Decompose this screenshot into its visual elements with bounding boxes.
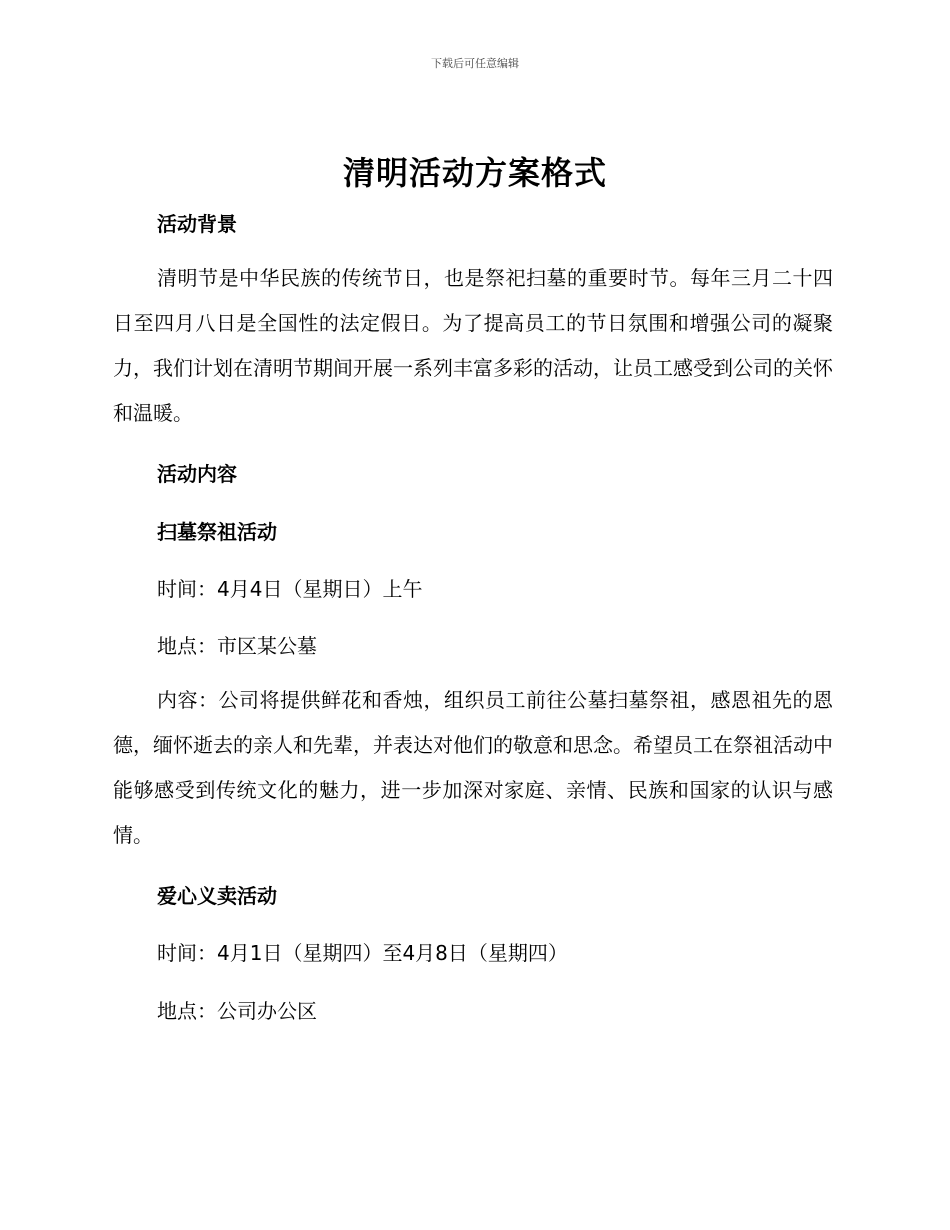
activity2-heading: 爱心义卖活动 <box>157 884 277 908</box>
activity2-place: 地点：公司办公区 <box>157 999 317 1023</box>
activity1-content: 内容：公司将提供鲜花和香烛，组织员工前往公墓扫墓祭祖，感恩祖先的恩德，缅怀逝去的亲人和先辈，并表达对他们的敬意和思念。希望员工在祭祖活动中能够感受到传统文化的魅力，进一步加深对家庭、亲情、民族和国家的认识与感情。 <box>113 688 833 847</box>
page-title: 清明活动方案格式 <box>342 154 607 192</box>
activity1-time: 时间：4月4日（星期日）上午 <box>157 577 423 601</box>
header-note: 下载后可任意编辑 <box>431 57 519 70</box>
section-heading-background: 活动背景 <box>157 212 237 236</box>
activity1-heading: 扫墓祭祖活动 <box>157 520 277 544</box>
activity2-time: 时间：4月1日（星期四）至4月8日（星期四） <box>157 941 568 965</box>
background-paragraph: 清明节是中华民族的传统节日，也是祭祀扫墓的重要时节。每年三月二十四日至四月八日是全国性的法定假日。为了提高员工的节日氛围和增强公司的凝聚力，我们计划在清明节期间开展一系列丰富多彩的活动，让员工感受到公司的关怀和温暖。 <box>113 266 833 425</box>
activity1-place: 地点：市区某公墓 <box>157 634 317 658</box>
section-heading-content: 活动内容 <box>157 462 237 486</box>
